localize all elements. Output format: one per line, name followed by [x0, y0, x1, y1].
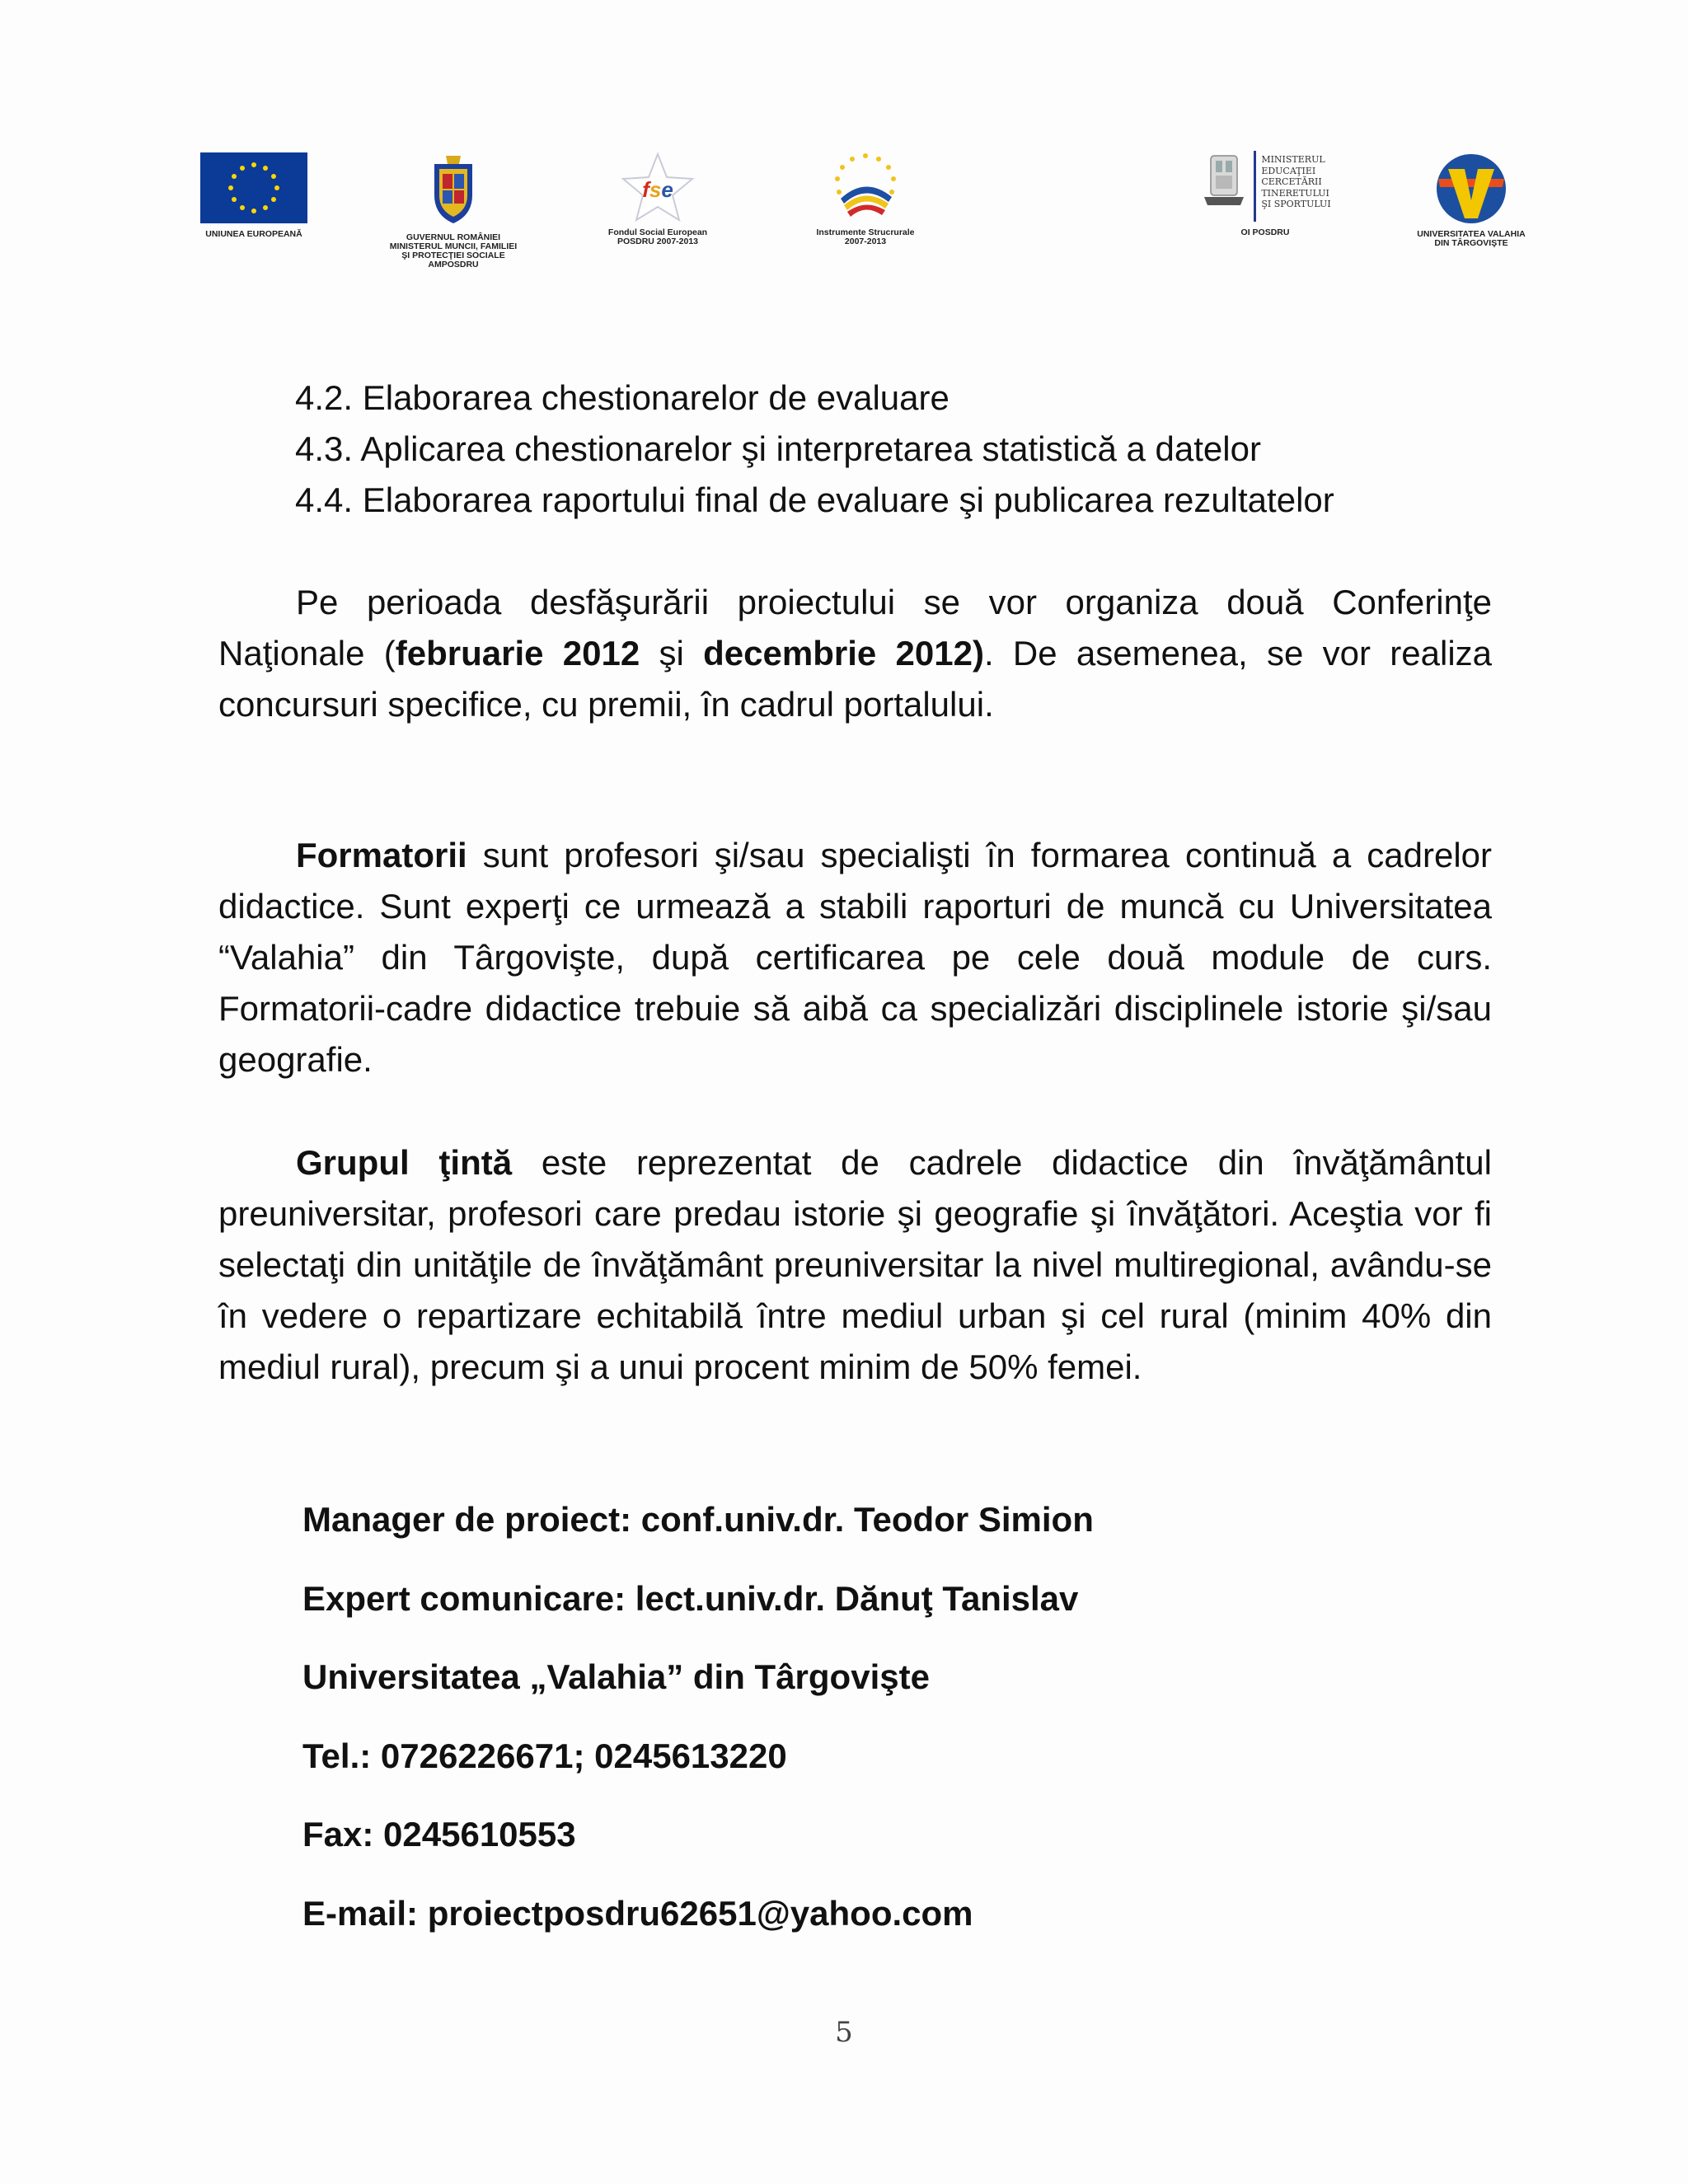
- contact-block: [302, 1494, 1094, 1966]
- fse-logo: [592, 151, 724, 246]
- trainers-term: Formatorii: [296, 836, 467, 874]
- page-number: 5: [835, 2016, 853, 2049]
- target-group-term: Grupul ţintă: [296, 1143, 513, 1182]
- list-item: 4.2. Elaborarea chestionarelor de evaluare: [295, 378, 950, 417]
- list-item: 4.3. Aplicarea chestionarelor şi interpretarea statistică a datelor: [295, 429, 1261, 468]
- coat-of-arms-icon: [428, 152, 479, 227]
- instrumente-structurale-caption: Instrumente Strucrurale 2007-2013: [816, 227, 915, 246]
- list-item: 4.4. Elaborarea raportului final de evaluare şi publicarea rezultatelor: [295, 480, 1334, 519]
- target-group-paragraph: Grupul ţintă este reprezentat de cadrele didactice din învăţământul preuniversitar, profesori care predau istorie şi geografie şi învăţători. Aceştia vor fi selectaţi din unităţile de învăţământ preuniversitar la nivel multiregional, avându-se în vedere o repartizare echitabilă între mediul urban şi cel rural (minim 40% din mediul rural), precum şi a unui procent minim de 50% femei.: [218, 1143, 1492, 1386]
- structural-instruments-icon: [824, 151, 907, 227]
- email-address[interactable]: E-mail: proiectposdru62651@yahoo.com: [302, 1893, 973, 1933]
- government-logo: [379, 152, 528, 269]
- government-logo-caption: GUVERNUL ROMÂNIEI MINISTERUL MUNCII, FAMILIEI ŞI PROTECŢIEI SOCIALE AMPOSDRU: [389, 232, 518, 269]
- eu-flag-icon: [200, 152, 307, 223]
- logo-header: [0, 0, 1688, 280]
- date-february: februarie 2012: [395, 634, 640, 673]
- date-december: decembrie 2012): [703, 634, 984, 673]
- project-manager: Manager de proiect: conf.univ.dr. Teodor Simion: [302, 1500, 1094, 1539]
- fax-number: Fax: 0245610553: [302, 1815, 576, 1854]
- trainers-paragraph: Formatorii sunt profesori şi/sau specialişti în formarea continuă a cadrelor didactice. Sunt experţi ce urmează a stabili raporturi de muncă cu Universitatea “Valahia” din Târgovişte, după certificarea pe cele două module de curs. Formatorii-cadre didactice trebuie să aibă ca specializări disciplinele istorie şi/sau geografie.: [218, 836, 1492, 1079]
- valahia-university-logo: [1401, 151, 1541, 248]
- ministry-logo: [1187, 151, 1343, 237]
- activity-list: [295, 373, 1334, 526]
- university-name: Universitatea „Valahia” din Târgovişte: [302, 1657, 930, 1696]
- svg-text:fse: fse: [642, 177, 673, 202]
- communication-expert: Expert comunicare: lect.univ.dr. Dănuţ Tanislav: [302, 1578, 1079, 1618]
- fse-star-icon: [617, 151, 699, 225]
- ministry-logo-caption: OI POSDRU: [1240, 227, 1290, 237]
- eu-logo: [188, 152, 320, 239]
- phone-numbers: Tel.: 0726226671; 0245613220: [302, 1736, 787, 1775]
- instrumente-structurale-logo: [799, 151, 931, 246]
- fse-logo-caption: Fondul Social European POSDRU 2007-2013: [607, 227, 708, 246]
- conferences-paragraph: Pe perioada desfăşurării proiectului se vor organiza două Conferinţe Naţionale (februarie 2012 şi decembrie 2012). De asemenea, se vor realiza concursuri specifice, cu premii, în cadrul portalului.: [218, 583, 1493, 724]
- eu-logo-caption: UNIUNEA EUROPEANĂ: [205, 229, 302, 239]
- valahia-logo-caption: UNIVERSITATEA VALAHIA DIN TÂRGOVIŞTE: [1417, 229, 1526, 248]
- valahia-emblem-icon: [1432, 151, 1511, 227]
- ministry-name-mark: MINISTERUL EDUCAŢIEI CERCETĂRII TINERETULUI ŞI SPORTULUI: [1261, 154, 1331, 209]
- ministry-crest-icon: [1199, 151, 1249, 222]
